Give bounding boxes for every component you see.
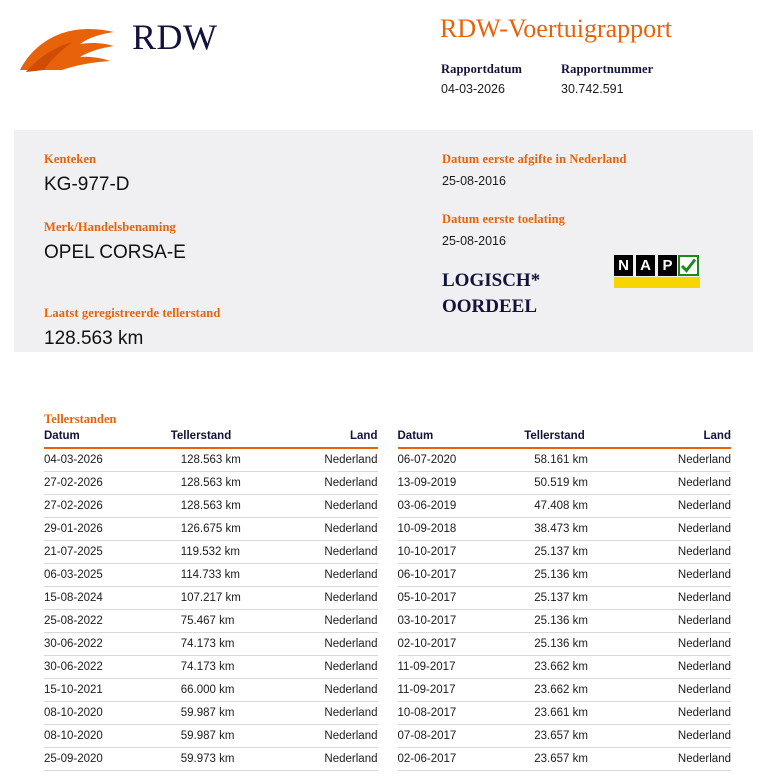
eerste-afgifte-value: 25-08-2016: [442, 174, 506, 188]
cell-datum: 10-09-2018: [398, 518, 525, 541]
cell-land: Nederland: [638, 725, 731, 748]
vehicle-summary-panel: [14, 130, 753, 352]
table-row: [398, 448, 732, 472]
kenteken-value: KG-977-D: [44, 174, 130, 195]
table-row: [398, 656, 732, 679]
cell-tellerstand: 38.473 km: [524, 518, 637, 541]
tellerstanden-table-right: [398, 430, 732, 771]
cell-tellerstand: 119.532 km: [171, 541, 284, 564]
cell-tellerstand: 126.675 km: [171, 518, 284, 541]
cell-land: Nederland: [638, 587, 731, 610]
cell-land: Nederland: [284, 748, 377, 771]
cell-tellerstand: 59.987 km: [171, 702, 284, 725]
cell-datum: 13-09-2019: [398, 472, 525, 495]
report-header: [0, 0, 767, 130]
cell-tellerstand: 25.136 km: [524, 610, 637, 633]
eerste-toelating-label: Datum eerste toelating: [442, 212, 565, 226]
cell-tellerstand: 25.136 km: [524, 633, 637, 656]
cell-datum: 11-09-2017: [398, 679, 525, 702]
table-row: [398, 495, 732, 518]
cell-land: Nederland: [284, 633, 377, 656]
cell-land: Nederland: [638, 633, 731, 656]
cell-land: Nederland: [284, 679, 377, 702]
cell-datum: 06-07-2020: [398, 448, 525, 472]
cell-datum: 06-03-2025: [44, 564, 171, 587]
rdw-flame-logo-icon: [18, 26, 122, 74]
summary-left-column: [44, 152, 384, 350]
table-row: [44, 702, 378, 725]
cell-datum: 08-10-2020: [44, 702, 171, 725]
kenteken-label: Kenteken: [44, 152, 97, 166]
cell-datum: 10-10-2017: [398, 541, 525, 564]
merk-value: OPEL CORSA-E: [44, 242, 186, 263]
cell-land: Nederland: [284, 725, 377, 748]
eerste-toelating-block: [442, 212, 742, 248]
report-number-label: Rapportnummer: [561, 62, 654, 76]
oordeel-line-2: OORDEEL: [442, 295, 538, 317]
nap-badge: [614, 255, 712, 297]
table-row: [44, 610, 378, 633]
kenteken-block: [44, 152, 384, 196]
nap-letter-p: P: [658, 255, 677, 276]
nap-yellow-bar: [614, 277, 700, 288]
merk-label: Merk/Handelsbenaming: [44, 220, 176, 234]
cell-tellerstand: 128.563 km: [171, 495, 284, 518]
cell-land: Nederland: [284, 656, 377, 679]
cell-land: Nederland: [284, 518, 377, 541]
cell-tellerstand: 50.519 km: [524, 472, 637, 495]
page-title: RDW-Voertuigrapport: [440, 14, 673, 43]
cell-land: Nederland: [284, 587, 377, 610]
table-row: [398, 564, 732, 587]
cell-land: Nederland: [638, 541, 731, 564]
cell-datum: 08-10-2020: [44, 725, 171, 748]
cell-land: Nederland: [284, 495, 377, 518]
cell-datum: 03-10-2017: [398, 610, 525, 633]
cell-tellerstand: 75.467 km: [171, 610, 284, 633]
cell-tellerstand: 23.657 km: [524, 725, 637, 748]
cell-datum: 11-09-2017: [398, 656, 525, 679]
table-row: [44, 633, 378, 656]
cell-land: Nederland: [638, 679, 731, 702]
table-row: [398, 702, 732, 725]
tellerstanden-table-left: [44, 430, 378, 771]
cell-datum: 30-06-2022: [44, 656, 171, 679]
table-row: [44, 656, 378, 679]
cell-tellerstand: 25.136 km: [524, 564, 637, 587]
table-row: [44, 564, 378, 587]
cell-datum: 27-02-2026: [44, 495, 171, 518]
cell-tellerstand: 74.173 km: [171, 633, 284, 656]
cell-datum: 25-09-2020: [44, 748, 171, 771]
cell-tellerstand: 25.137 km: [524, 541, 637, 564]
tellerstanden-left-column: [44, 430, 378, 771]
column-header-land: Land: [284, 430, 377, 448]
tellerstanden-title: Tellerstanden: [44, 412, 117, 426]
cell-datum: 15-08-2024: [44, 587, 171, 610]
cell-datum: 02-10-2017: [398, 633, 525, 656]
nap-letter-n: N: [614, 255, 633, 276]
cell-land: Nederland: [638, 495, 731, 518]
cell-land: Nederland: [638, 472, 731, 495]
cell-datum: 25-08-2022: [44, 610, 171, 633]
table-header-row: [398, 430, 732, 448]
column-header-datum: Datum: [44, 430, 171, 448]
table-header-row: [44, 430, 378, 448]
cell-tellerstand: 23.662 km: [524, 656, 637, 679]
cell-land: Nederland: [638, 702, 731, 725]
table-row: [398, 610, 732, 633]
cell-datum: 05-10-2017: [398, 587, 525, 610]
eerste-afgifte-label: Datum eerste afgifte in Nederland: [442, 152, 627, 166]
table-row: [44, 495, 378, 518]
cell-datum: 27-02-2026: [44, 472, 171, 495]
table-row: [44, 472, 378, 495]
cell-tellerstand: 59.987 km: [171, 725, 284, 748]
cell-tellerstand: 25.137 km: [524, 587, 637, 610]
table-row: [44, 448, 378, 472]
cell-datum: 04-03-2026: [44, 448, 171, 472]
column-header-datum: Datum: [398, 430, 525, 448]
nap-letter-a: A: [636, 255, 655, 276]
report-date-value: 04-03-2026: [441, 82, 505, 96]
report-meta: [441, 62, 721, 96]
cell-tellerstand: 47.408 km: [524, 495, 637, 518]
cell-land: Nederland: [638, 656, 731, 679]
cell-land: Nederland: [638, 748, 731, 771]
eerste-afgifte-block: [442, 152, 742, 188]
rdw-wordmark: RDW: [132, 17, 218, 57]
table-row: [398, 679, 732, 702]
report-date-label: Rapportdatum: [441, 62, 523, 76]
cell-land: Nederland: [284, 610, 377, 633]
laatste-tellerstand-label: Laatst geregistreerde tellerstand: [44, 306, 221, 320]
cell-datum: 03-06-2019: [398, 495, 525, 518]
table-row: [398, 748, 732, 771]
table-row: [44, 541, 378, 564]
cell-land: Nederland: [284, 448, 377, 472]
laatste-tellerstand-value: 128.563 km: [44, 328, 144, 349]
nap-letters: [614, 255, 677, 276]
cell-tellerstand: 74.173 km: [171, 656, 284, 679]
cell-tellerstand: 23.661 km: [524, 702, 637, 725]
column-header-tellerstand: Tellerstand: [524, 430, 637, 448]
cell-land: Nederland: [638, 518, 731, 541]
cell-tellerstand: 59.973 km: [171, 748, 284, 771]
tellerstanden-right-column: [398, 430, 732, 771]
cell-datum: 10-08-2017: [398, 702, 525, 725]
column-header-land: Land: [638, 430, 731, 448]
report-number-value: 30.742.591: [561, 82, 624, 96]
check-icon: [678, 255, 699, 276]
cell-tellerstand: 107.217 km: [171, 587, 284, 610]
cell-land: Nederland: [284, 541, 377, 564]
cell-tellerstand: 58.161 km: [524, 448, 637, 472]
cell-tellerstand: 128.563 km: [171, 448, 284, 472]
cell-tellerstand: 23.662 km: [524, 679, 637, 702]
table-row: [44, 518, 378, 541]
table-row: [398, 518, 732, 541]
merk-block: [44, 220, 384, 264]
cell-tellerstand: 23.657 km: [524, 748, 637, 771]
table-row: [398, 633, 732, 656]
cell-tellerstand: 114.733 km: [171, 564, 284, 587]
table-row: [398, 725, 732, 748]
cell-datum: 21-07-2025: [44, 541, 171, 564]
cell-tellerstand: 66.000 km: [171, 679, 284, 702]
cell-tellerstand: 128.563 km: [171, 472, 284, 495]
cell-datum: 15-10-2021: [44, 679, 171, 702]
cell-land: Nederland: [284, 564, 377, 587]
table-row: [398, 541, 732, 564]
summary-right-column: [442, 152, 742, 248]
rdw-logo: [14, 10, 244, 80]
table-row: [398, 587, 732, 610]
cell-land: Nederland: [284, 472, 377, 495]
laatste-tellerstand-block: [44, 306, 384, 350]
tellerstanden-columns: [0, 430, 767, 771]
oordeel-status: [442, 268, 622, 319]
column-header-tellerstand: Tellerstand: [171, 430, 284, 448]
table-row: [44, 725, 378, 748]
cell-land: Nederland: [638, 448, 731, 472]
table-row: [44, 587, 378, 610]
cell-land: Nederland: [284, 702, 377, 725]
cell-land: Nederland: [638, 564, 731, 587]
table-row: [398, 472, 732, 495]
cell-datum: 29-01-2026: [44, 518, 171, 541]
cell-datum: 07-08-2017: [398, 725, 525, 748]
cell-datum: 30-06-2022: [44, 633, 171, 656]
table-row: [44, 748, 378, 771]
eerste-toelating-value: 25-08-2016: [442, 234, 506, 248]
table-row: [44, 679, 378, 702]
cell-datum: 06-10-2017: [398, 564, 525, 587]
cell-land: Nederland: [638, 610, 731, 633]
oordeel-line-1: LOGISCH*: [442, 270, 541, 291]
cell-datum: 02-06-2017: [398, 748, 525, 771]
